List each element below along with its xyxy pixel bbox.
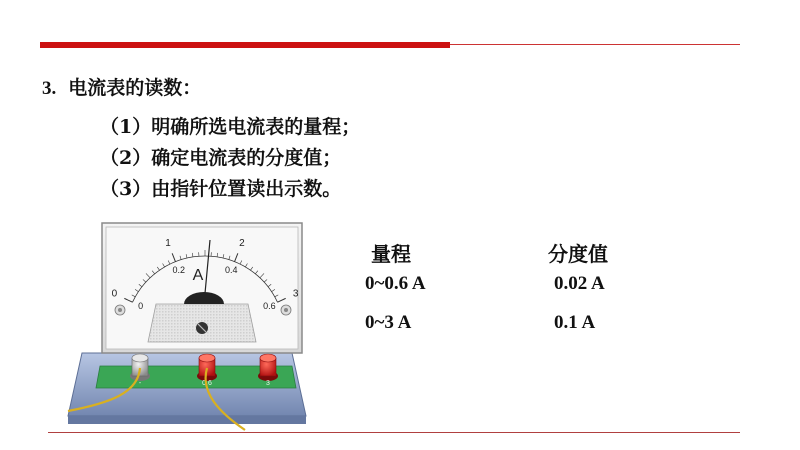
ammeter-face <box>102 223 302 353</box>
terminal-3 <box>258 354 278 381</box>
step-item: （1）明确所选电流表的量程； <box>100 116 361 138</box>
step-item: （3）由指针位置读出示数。 <box>100 178 342 200</box>
section-title: 电流表的读数： <box>68 77 202 99</box>
scale-label-inner: 0.6 <box>263 300 276 311</box>
step-list <box>100 112 360 205</box>
scale-label-inner: 0.4 <box>224 265 238 276</box>
table-cell-range: 0~0.6 A <box>365 273 426 294</box>
terminal-0-6 <box>197 354 217 381</box>
ammeter-symbol: A <box>192 267 204 284</box>
scale-label-outer: 2 <box>239 238 245 250</box>
table-cell-range: 0~3 A <box>365 312 412 333</box>
header-accent-bar <box>40 42 450 48</box>
scale-label-inner: 0.2 <box>172 265 186 276</box>
terminal-negative <box>130 354 150 381</box>
scale-label-outer: 3 <box>292 288 299 300</box>
header-accent-line <box>450 44 740 45</box>
terminal-label-3: 3 <box>266 380 270 387</box>
step-item: （2）确定电流表的分度值； <box>100 147 342 169</box>
ammeter-illustration <box>60 218 320 433</box>
table-cell-division: 0.1 A <box>554 312 596 333</box>
scale-label-inner: 0 <box>138 300 144 311</box>
table-header-division: 分度值 <box>548 242 608 266</box>
terminal-label-0-6: 0.6 <box>202 380 212 387</box>
table-header-range: 量程 <box>371 242 411 266</box>
scale-label-outer: 0 <box>111 288 118 300</box>
section-number: 3. <box>42 78 57 99</box>
footer-line <box>48 432 740 433</box>
section-heading <box>42 73 201 100</box>
scale-label-outer: 1 <box>165 238 171 250</box>
terminal-label-negative: - <box>138 380 142 387</box>
table-cell-division: 0.02 A <box>554 273 605 294</box>
